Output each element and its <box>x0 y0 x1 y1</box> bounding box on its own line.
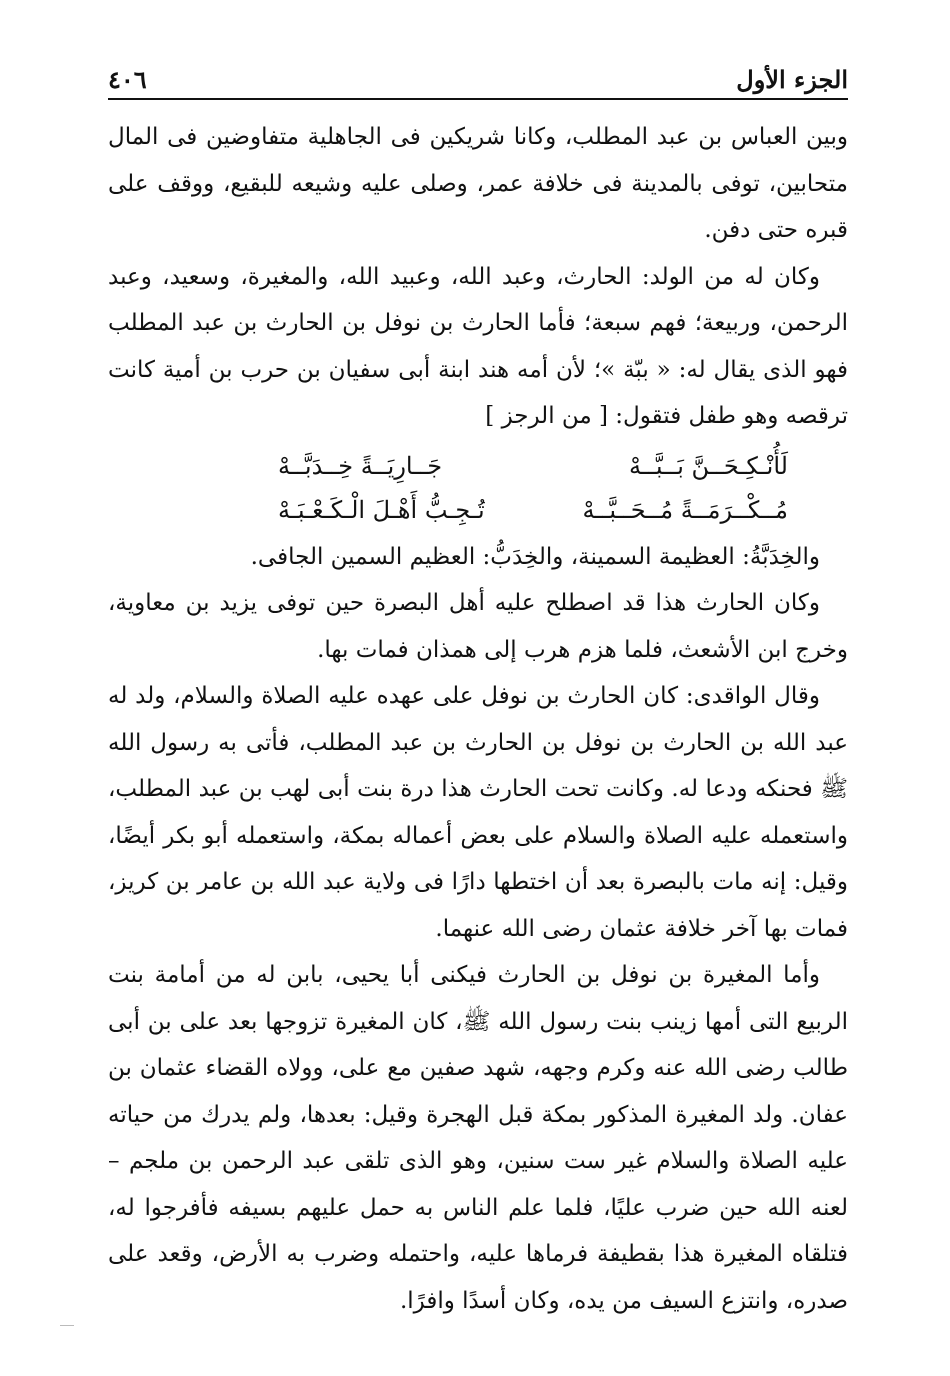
verse-block <box>108 444 848 532</box>
body-text <box>108 114 848 1324</box>
page-number: ٤٠٦ <box>108 65 147 94</box>
paragraph: وأما المغيرة بن نوفل بن الحارث فيكنى أبا يحيى، بابن له من أمامة بنت الربيع التى أمها زينب بنت رسول الله ﷺ، كان المغيرة تزوجها بعد على بن أبى طالب رضى الله عنه وكرم وجهه، شهد صفين مع على، وولاه القضاء عثمان بن عفان. ولد المغيرة المذكور بمكة قبل الهجرة وقيل: بعدها، ولم يدرك من حياته عليه الصلاة والسلام غير ست سنين، وهو الذى تلقى عبد الرحمن بن ملجم – لعنه الله حين ضرب عليًا، فلما علم الناس به حمل عليهم بسيفه فأفرجوا له، فتلقاه المغيرة هذا بقطيفة فرماها عليه، واحتمله وضرب به الأرض، وقعد على صدره، وانتزع السيف من يده، وكان أسدًا وافرًا. <box>108 962 849 1314</box>
volume-title: الجزء الأول <box>736 65 848 94</box>
paragraph: والخِدَبَّةُ: العظيمة السمينة، والخِدَبُّ: العظيم السمين الجافى. <box>250 543 820 570</box>
verse-hemistich: لَأُنْـكِـحَــنَّ بَــبَّــهْ <box>629 451 788 480</box>
verse-hemistich: جَــارِيَــةً خِــدَبَّــهْ <box>278 451 443 480</box>
paragraph: وكان له من الولد: الحارث، وعبد الله، وعبيد الله، والمغيرة، وسعيد، وعبد الرحمن، وربيعة؛ فهم سبعة؛ فأما الحارث بن نوفل بن الحارث بن عبد المطلب فهو الذى يقال له: « ببّة »؛ لأن أمه هند ابنة أبى سفيان بن حرب بن أمية كانت ترقصه وهو طفل فتقول: [ من الرجز ] <box>108 263 848 429</box>
verse-hemistich: مُــكْــرَمَــةً مُــحَــبَّــهْ <box>582 495 788 524</box>
scan-mark <box>60 1325 74 1326</box>
paragraph: وقال الواقدى: كان الحارث بن نوفل على عهده عليه الصلاة والسلام، ولد له عبد الله بن الحارث بن نوفل بن الحارث بن عبد المطلب، فأتى به رسول الله ﷺ فحنكه ودعا له. وكانت تحت الحارث هذا درة بنت أبى لهب بن عبد المطلب، واستعمله عليه الصلاة والسلام على بعض أعماله بمكة، واستعمله أبو بكر أيضًا، وقيل: إنه مات بالبصرة بعد أن اختطها دارًا فى ولاية عبد الله بن عامر بن كريز، فمات بها آخر خلافة عثمان رضى الله عنهما. <box>108 683 848 942</box>
paragraph: وبين العباس بن عبد المطلب، وكانا شريكين فى الجاهلية متفاوضين فى المال متحابين، توفى بالمدينة فى خلافة عمر، وصلى عليه وشيعه للبقيع، ووقف على قبره حتى دفن. <box>108 124 848 243</box>
verse-line <box>278 444 788 488</box>
paragraph: وكان الحارث هذا قد اصطلح عليه أهل البصرة حين توفى يزيد بن معاوية، وخرج ابن الأشعث، فلما هزم هرب إلى همذان فمات بها. <box>108 590 848 663</box>
verse-line <box>278 488 788 532</box>
running-header <box>108 52 848 100</box>
book-page <box>108 52 848 1324</box>
verse-hemistich: تُـجِـبُّ أَهْـلَ الْـكَـعْـبَـهْ <box>278 495 485 524</box>
